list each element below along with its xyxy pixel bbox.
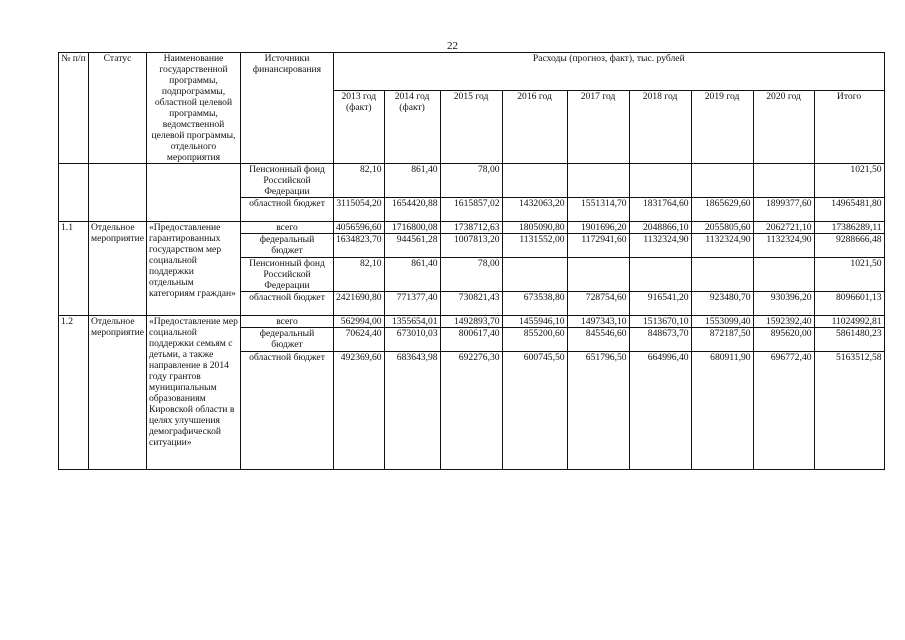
value-cell: 930396,20 bbox=[753, 292, 814, 316]
value-cell: 17386289,11 bbox=[814, 222, 884, 234]
header-status: Статус bbox=[89, 53, 147, 164]
value-cell: 1738712,63 bbox=[440, 222, 502, 234]
source-label: федеральный бюджет bbox=[241, 234, 334, 258]
header-year: 2017 год bbox=[567, 91, 629, 164]
value-cell: 82,10 bbox=[334, 164, 385, 198]
source-label: всего bbox=[241, 316, 334, 328]
value-cell: 562994,00 bbox=[334, 316, 385, 328]
header-year: Итого bbox=[814, 91, 884, 164]
row-status: Отдельное мероприятие bbox=[89, 316, 147, 470]
row-status: Отдельное мероприятие bbox=[89, 222, 147, 316]
source-label: областной бюджет bbox=[241, 292, 334, 316]
table-row bbox=[59, 222, 885, 234]
table-body bbox=[59, 164, 885, 470]
value-cell: 728754,60 bbox=[567, 292, 629, 316]
value-cell: 895620,00 bbox=[753, 328, 814, 352]
value-cell: 70624,40 bbox=[334, 328, 385, 352]
source-label: областной бюджет bbox=[241, 352, 334, 470]
value-cell: 872187,50 bbox=[691, 328, 753, 352]
value-cell: 9288666,48 bbox=[814, 234, 884, 258]
value-cell: 78,00 bbox=[440, 164, 502, 198]
value-cell bbox=[502, 164, 567, 198]
value-cell: 1132324,90 bbox=[753, 234, 814, 258]
header-num: № п/п bbox=[59, 53, 89, 164]
header-year: 2018 год bbox=[629, 91, 691, 164]
budget-table bbox=[58, 52, 885, 470]
value-cell: 1007813,20 bbox=[440, 234, 502, 258]
header-year: 2015 год bbox=[440, 91, 502, 164]
value-cell bbox=[629, 258, 691, 292]
value-cell: 1865629,60 bbox=[691, 198, 753, 222]
value-cell bbox=[567, 164, 629, 198]
value-cell: 1492893,70 bbox=[440, 316, 502, 328]
header-name: Наименование государственной программы, подпрограммы, областной целевой программы, ведомственной целевой программы, отдельного мероприятия bbox=[147, 53, 241, 164]
source-label: Пенсионный фонд Российской Федерации bbox=[241, 258, 334, 292]
value-cell: 1455946,10 bbox=[502, 316, 567, 328]
source-label: Пенсионный фонд Российской Федерации bbox=[241, 164, 334, 198]
value-cell: 8096601,13 bbox=[814, 292, 884, 316]
source-label: всего bbox=[241, 222, 334, 234]
page-number: 22 bbox=[447, 40, 458, 52]
value-cell: 730821,43 bbox=[440, 292, 502, 316]
value-cell: 1172941,60 bbox=[567, 234, 629, 258]
header-year: 2016 год bbox=[502, 91, 567, 164]
value-cell: 1021,50 bbox=[814, 164, 884, 198]
row-status bbox=[89, 164, 147, 222]
row-name: «Предоставление мер социальной поддержки семьям с детьми, а также направление в 2014 году грантов муниципальным образованиям Кировской области в целях улучшения демографической ситуации» bbox=[147, 316, 241, 470]
value-cell: 673010,03 bbox=[384, 328, 440, 352]
value-cell: 4056596,60 bbox=[334, 222, 385, 234]
value-cell: 492369,60 bbox=[334, 352, 385, 470]
header-year: 2019 год bbox=[691, 91, 753, 164]
row-num: 1.2 bbox=[59, 316, 89, 470]
value-cell: 855200,60 bbox=[502, 328, 567, 352]
value-cell: 1513670,10 bbox=[629, 316, 691, 328]
value-cell: 1432063,20 bbox=[502, 198, 567, 222]
value-cell: 1132324,90 bbox=[691, 234, 753, 258]
source-label: федеральный бюджет bbox=[241, 328, 334, 352]
value-cell: 3115054,20 bbox=[334, 198, 385, 222]
value-cell: 5163512,58 bbox=[814, 352, 884, 470]
value-cell: 14965481,80 bbox=[814, 198, 884, 222]
value-cell: 1615857,02 bbox=[440, 198, 502, 222]
value-cell: 861,40 bbox=[384, 258, 440, 292]
value-cell: 664996,40 bbox=[629, 352, 691, 470]
value-cell: 1901696,20 bbox=[567, 222, 629, 234]
row-num: 1.1 bbox=[59, 222, 89, 316]
value-cell: 2048866,10 bbox=[629, 222, 691, 234]
header-year: 2013 год (факт) bbox=[334, 91, 385, 164]
value-cell: 1634823,70 bbox=[334, 234, 385, 258]
value-cell: 696772,40 bbox=[753, 352, 814, 470]
value-cell bbox=[691, 164, 753, 198]
value-cell: 651796,50 bbox=[567, 352, 629, 470]
value-cell bbox=[567, 258, 629, 292]
value-cell: 2421690,80 bbox=[334, 292, 385, 316]
header-row-1 bbox=[59, 53, 885, 91]
value-cell bbox=[629, 164, 691, 198]
header-year: 2014 год (факт) bbox=[384, 91, 440, 164]
value-cell: 1592392,40 bbox=[753, 316, 814, 328]
value-cell bbox=[753, 258, 814, 292]
value-cell: 1497343,10 bbox=[567, 316, 629, 328]
header-year: 2020 год bbox=[753, 91, 814, 164]
value-cell: 771377,40 bbox=[384, 292, 440, 316]
value-cell: 923480,70 bbox=[691, 292, 753, 316]
value-cell: 78,00 bbox=[440, 258, 502, 292]
value-cell: 600745,50 bbox=[502, 352, 567, 470]
value-cell bbox=[502, 258, 567, 292]
value-cell: 1831764,60 bbox=[629, 198, 691, 222]
value-cell: 944561,28 bbox=[384, 234, 440, 258]
value-cell: 1654420,88 bbox=[384, 198, 440, 222]
value-cell: 1355654,01 bbox=[384, 316, 440, 328]
value-cell: 680911,90 bbox=[691, 352, 753, 470]
value-cell: 1551314,70 bbox=[567, 198, 629, 222]
source-label: областной бюджет bbox=[241, 198, 334, 222]
value-cell: 683643,98 bbox=[384, 352, 440, 470]
value-cell: 11024992,81 bbox=[814, 316, 884, 328]
value-cell: 1132324,90 bbox=[629, 234, 691, 258]
value-cell: 1716800,08 bbox=[384, 222, 440, 234]
row-num bbox=[59, 164, 89, 222]
value-cell: 1021,50 bbox=[814, 258, 884, 292]
value-cell: 692276,30 bbox=[440, 352, 502, 470]
value-cell: 800617,40 bbox=[440, 328, 502, 352]
header-source: Источники финансирования bbox=[241, 53, 334, 164]
value-cell: 1131552,00 bbox=[502, 234, 567, 258]
value-cell: 2055805,60 bbox=[691, 222, 753, 234]
value-cell: 5861480,23 bbox=[814, 328, 884, 352]
row-name bbox=[147, 164, 241, 222]
value-cell: 2062721,10 bbox=[753, 222, 814, 234]
value-cell: 1899377,60 bbox=[753, 198, 814, 222]
value-cell: 673538,80 bbox=[502, 292, 567, 316]
header-expenses: Расходы (прогноз, факт), тыс. рублей bbox=[334, 53, 885, 91]
table-row bbox=[59, 316, 885, 328]
value-cell: 1553099,40 bbox=[691, 316, 753, 328]
table-row bbox=[59, 164, 885, 198]
value-cell bbox=[691, 258, 753, 292]
value-cell: 848673,70 bbox=[629, 328, 691, 352]
value-cell: 845546,60 bbox=[567, 328, 629, 352]
value-cell: 1805090,80 bbox=[502, 222, 567, 234]
value-cell: 916541,20 bbox=[629, 292, 691, 316]
value-cell: 82,10 bbox=[334, 258, 385, 292]
value-cell: 861,40 bbox=[384, 164, 440, 198]
value-cell bbox=[753, 164, 814, 198]
row-name: «Предоставление гарантированных государством мер социальной поддержки отдельным категориям граждан» bbox=[147, 222, 241, 316]
